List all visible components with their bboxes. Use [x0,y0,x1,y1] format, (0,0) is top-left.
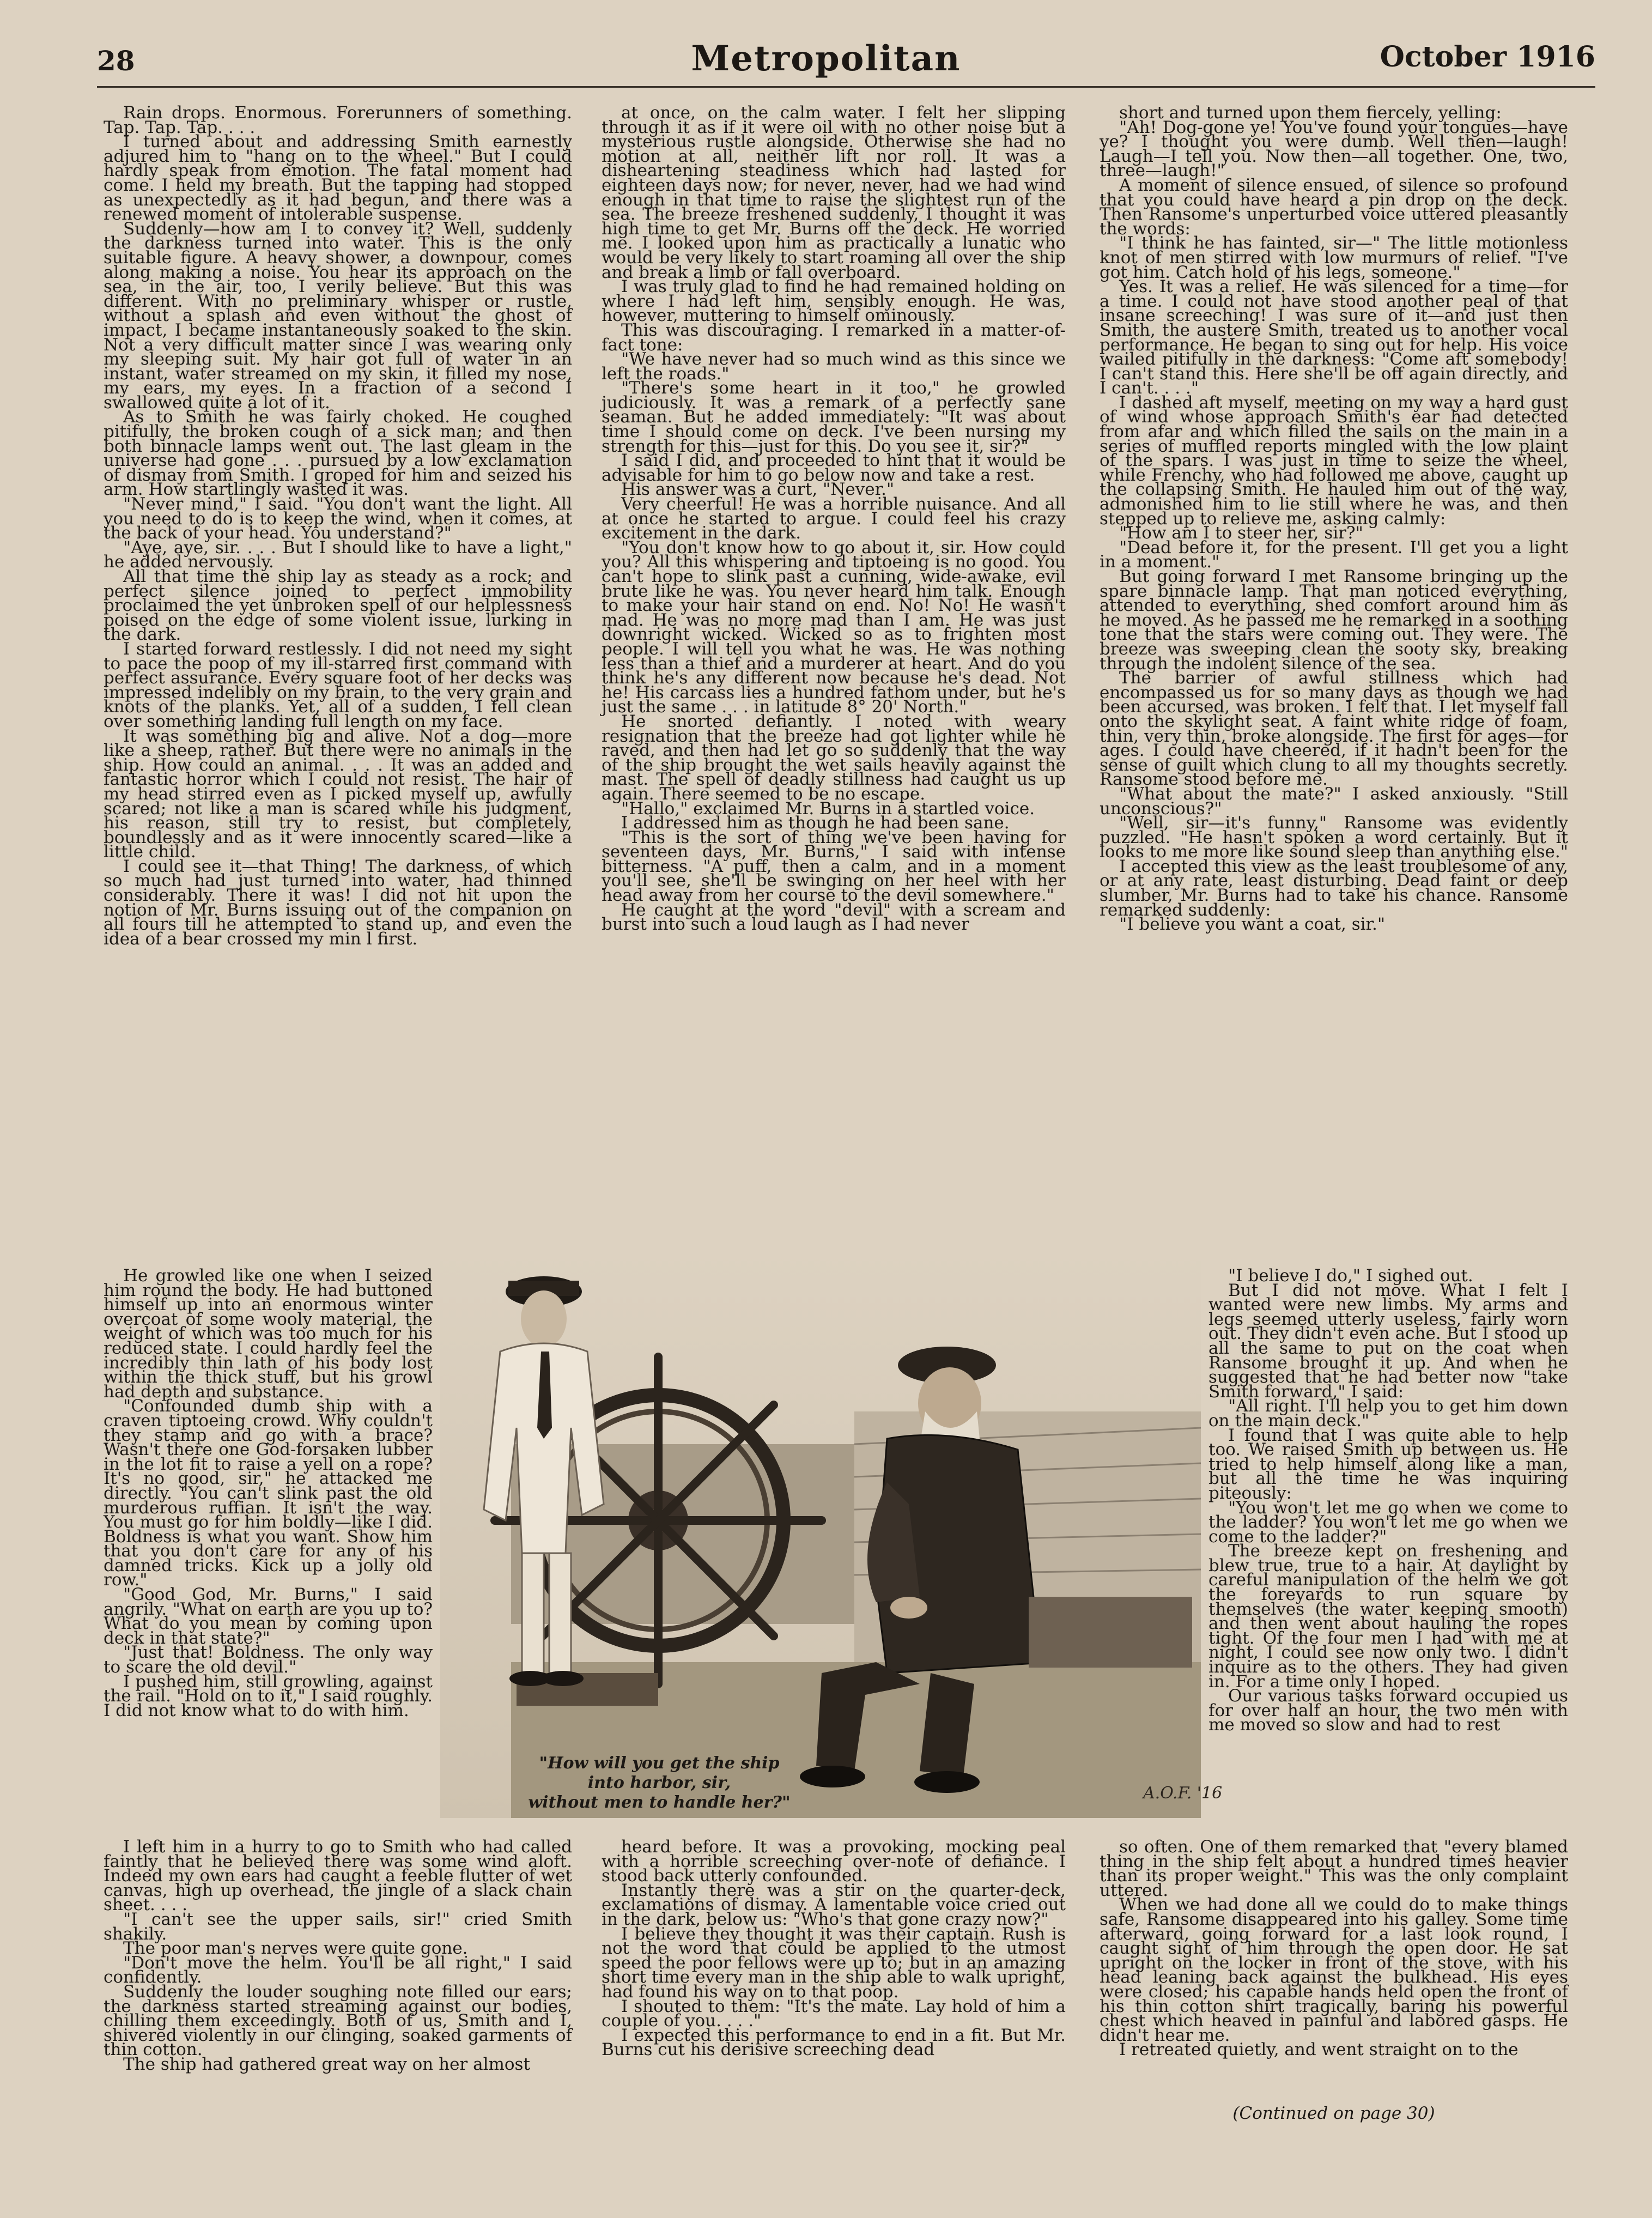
paragraph: I expected this performance to end in a fit. But Mr. Burns cut his derisive screeching dead [602,2025,1066,2060]
issue-date: October 1916 [1380,40,1595,74]
text-column-1-continued [104,1266,433,1748]
paragraph: He caught at the word "devil" with a scream and burst into such a loud laugh as I had never [602,900,1066,935]
illustration [440,1248,1223,1818]
paragraph: I started forward restlessly. I did not need my sight to pace the poop of my ill-starred first command with perfect assurance. Every square foot of her decks was impressed indelibly on my brain, to the very grain and knots of the planks. Yet, all of a sudden, I fell clean over something landing full length on my face. [104,639,572,731]
paragraph: I addressed him as though he had been sane. [621,813,1010,833]
paragraph: so often. One of them remarked that "every blamed thing in the ship felt about a hundred times heavier than its proper weight." This was the only complaint uttered. [1100,1837,1568,1900]
paragraph: The ship had gathered great way on her almost [123,2054,530,2074]
paragraph: "I can't see the upper sails, sir!" cried Smith shakily. [104,1909,572,1944]
paragraph: A moment of silence ensued, of silence so profound that you could have heard a pin drop on the deck. Then Ransome's unperturbed voice uttered pleasantly the words: [1100,175,1568,239]
paragraph: I retreated quietly, and went straight on to the [1119,2040,1519,2060]
paragraph: Instantly there was a stir on the quarter-deck, exclamations of dismay. A lamentable voice cried out in the dark, below us: "Who's that gone crazy now?" [602,1880,1066,1929]
paragraph: I accepted this view as the least troublesome of any, or at any rate, least disturbing. Dead faint or deep slumber, Mr. Burns had to take his chance. Ransome remarked suddenly: [1100,856,1568,920]
text-column-1 [104,103,572,1256]
paragraph: I was truly glad to find he had remained holding on where I had left him, sensibly enough. He was, however, muttering to himself ominously. [602,277,1066,326]
paragraph: "Well, sir—it's funny," Ransome was evidently puzzled. "He hasn't spoken a word certainly. But it looks to me more like sound sleep than anything else." [1100,813,1568,862]
paragraph: I shouted to them: "It's the mate. Lay hold of him a couple of you. . . ." [602,1996,1066,2031]
paragraph: "Just that! Boldness. The only way to scare the old devil." [104,1643,433,1677]
paragraph: "You won't let me go when we come to the ladder? You won't let me go when we come to the ladder?" [1208,1498,1568,1547]
paragraph: The poor man's nerves were quite gone. [123,1938,468,1959]
paragraph: I could see it—that Thing! The darkness, of which so much had just turned into water, had thinned considerably. There it was! I did not hit upon the notion of Mr. Burns issuing out of the companion on all fours till he attempted to stand up, and even the idea of a bear crossed my min l first. [104,856,572,949]
text-column-2 [602,103,1066,1255]
paragraph: I believe they thought it was their captain. Rush is not the word that could be applied to the utmost speed the poor fellows were up to; but in an amazing short time every man in the ship able to walk upright, had found his way on to that poop. [602,1924,1066,2002]
paragraph: "I think he has fainted, sir—" The little motionless knot of men stirred with low murmurs of relief. "I've got him. Catch hold of his legs, someone." [1100,233,1568,282]
paragraph: "How am I to steer her, sir?" [1119,523,1363,543]
text-column-3 [1100,103,1568,1256]
paragraph: This was discouraging. I remarked in a matter-of-fact tone: [602,320,1066,355]
paragraph: I left him in a hurry to go to Smith who had called faintly that he believed there was some wind aloft. Indeed my own ears had caught a feeble flutter of wet canvas, high up overhead, the jingle of a slack chain sheet. . . . [104,1837,572,1915]
paragraph: As to Smith he was fairly choked. He coughed pitifully, the broken cough of a sick man; and then both binnacle lamps went out. The last gleam in the universe had gone . . . pursued by a low exclamation of dismay from Smith. I groped for him and seized his arm. How startlingly wasted it was. [104,407,572,500]
paragraph: When we had done all we could do to make things safe, Ransome disappeared into his galley. Some time afterward, going forward for a last look round, I caught sight of him through the open door. He sat upright on the locker in front of the stove, with his head leaning back against the bulkhead. His eyes were closed; his capable hands held open the front of his thin cotton shirt tragically, baring his powerful chest which heaved in painful and labored gasps. He didn't hear me. [1100,1895,1568,2045]
paragraph: "Never mind," I said. "You don't want the light. All you need to do is to keep the wind, when it comes, at the back of your head. You understand?" [104,494,572,543]
caption-line: into harbor, sir, [587,1773,731,1792]
paragraph: heard before. It was a provoking, mocking peal with a horrible screeching over-note of defiance. I stood back utterly confounded. [602,1837,1066,1886]
paragraph: I found that I was quite able to help too. We raised Smith up between us. He tried to help himself along like a man, but all the time he was inquiring piteously: [1208,1425,1568,1503]
artist-signature: A.O.F. '16 [1143,1784,1223,1803]
paragraph: Suddenly—how am I to convey it? Well, suddenly the darkness turned into water. This is the only suitable figure. A heavy shower, a downpour, comes along making a noise. You hear its approach on the sea, in the air, too, I verily believe. But this was different. With no preliminary whisper or rustle, without a splash and even without the ghost of impact, I became instantaneously soaked to the skin. Not a very difficult matter since I was wearing only my sleeping suit. My hair got full of water in an instant, water streamed on my skin, it filled my nose, my ears, my eyes. In a fraction of a second I swallowed quite a lot of it. [104,219,572,413]
paragraph: Very cheerful! He was a horrible nuisance. And all at once he started to argue. I could feel his crazy excitement in the dark. [602,494,1066,543]
illustration-caption [512,1754,806,1813]
deck-bench [1029,1597,1192,1668]
text-column-1-lower [104,1837,572,2112]
paragraph: "We have never had so much wind as this since we left the roads." [602,349,1066,384]
paragraph: His answer was a curt, "Never." [621,480,895,500]
text-column-2-lower [602,1837,1066,2112]
paragraph: It was something big and alive. Not a dog—more like a sheep, rather. But there were no animals in the ship. How could an animal. . . . It was an added and fantastic horror which I could not resist. The hair of my head stirred even as I picked myself up, awfully scared; not like a man is scared while his judgment, his reason, still try to resist, but completely, boundlessly and as it were innocently scared—like a little child. [104,726,572,862]
paragraph: "I believe I do," I sighed out. [1228,1266,1473,1286]
paragraph: "Confounded dumb ship with a craven tiptoeing crowd. Why couldn't they stamp and go with a brace? Wasn't there one God-forsaken lubber in the lot fit to raise a yell on a rope? It's no good, sir," he attacked me directly. "You can't slink past the old murderous ruffian. It isn't the way. You must go for him boldly—like I did. Boldness is what you want. Show him that you don't care for any of his damned tricks. Kick up a jolly old row." [104,1396,433,1590]
paragraph: "Ah! Dog-gone ye! You've found your tongues—have ye? I thought you were dumb. Well then—laugh! Laugh—I tell you. Now then—all together. One, two, three—laugh!" [1100,117,1568,181]
page-number: 28 [97,45,135,77]
caption-line: without men to handle her?" [528,1793,791,1812]
paragraph: "Good God, Mr. Burns," I said angrily. "What on earth are you up to? What do you mean by coming upon deck in that state?" [104,1585,433,1648]
paragraph: I pushed him, still growling, against the rail. "Hold on to it," I said roughly. I did not know what to do with him. [104,1671,433,1720]
paragraph: He snorted defiantly. I noted with weary resignation that the breeze had got lighter while he raved, and then had let go so suddenly that the way of the ship brought the wet sails heavily against the mast. The spell of deadly stillness had caught us up again. There seemed to be no escape. [602,711,1066,804]
paragraph: "What about the mate?" I asked anxiously. "Still unconscious?" [1100,784,1568,819]
paragraph: Yes. It was a relief. He was silenced for a time—for a time. I could not have stood another peal of that insane screeching! I was sure of it—and just then Smith, the austere Smith, treated us to another vocal performance. He began to sing out for help. His voice wailed pitifully in the darkness: "Come aft somebody! I can't stand this. Here she'll be off again directly, and I can't. . . ." [1100,277,1568,398]
paragraph: "There's some heart in it too," he growled judiciously. It was a remark of a perfectly sane seaman. But he added immediately: "It was about time I should come on deck. I've been nursing my strength for this—just for this. Do you see it, sir?" [602,378,1066,456]
paragraph: I said I did, and proceeded to hint that it would be advisable for him to go below now and take a rest. [602,451,1066,485]
paragraph: "Dead before it, for the present. I'll get you a light in a moment." [1100,537,1568,572]
paragraph: The barrier of awful stillness which had encompassed us for so many days as though we had been accursed, was broken. I felt that. I let myself fall onto the skylight seat. A faint white ridge of foam, thin, very thin, broke alongside. The first for ages—for ages. I could have cheered, if it hadn't been for the sense of guilt which clung to all my thoughts secretly. Ransome stood before me. [1100,668,1568,790]
paragraph: "Aye, aye, sir. . . . But I should like to have a light," he added nervously. [104,537,572,572]
paragraph: "I believe you want a coat, sir." [1119,914,1386,935]
paragraph: I dashed aft myself, meeting on my way a hard gust of wind whose approach Smith's ear had detected from afar and which filled the sails on the main in a series of muffled reports mingled with the low plaint of the spars. I was just in time to seize the wheel, while Frenchy, who had followed me above, caught up the collapsing Smith. He hauled him out of the way, admonished him to lie still where he was, and then stepped up to relieve me, asking calmly: [1100,392,1568,529]
paragraph: short and turned upon them fiercely, yelling: [1119,103,1502,123]
paragraph: at once, on the calm water. I felt her slipping through it as if it were oil with no other noise but a mysterious rustle alongside. Otherwise she had no motion at all, neither lift nor roll. It was a disheartening steadiness which had lasted for eighteen days now; for never, never, had we had wind enough in that time to raise the slightest run of the sea. The breeze freshened suddenly, I thought it was high time to get Mr. Burns off the deck. He worried me. I looked upon him as practically a lunatic who would be very likely to start roaming all over the ship and break a limb or fall overboard. [602,103,1066,282]
header-rule [97,86,1595,88]
paragraph: "All right. I'll help you to get him down on the main deck." [1208,1396,1568,1431]
caption-line: "How will you get the ship [539,1754,780,1773]
masthead: Metropolitan [691,38,961,79]
paragraph: But I did not move. What I felt I wanted were new limbs. My arms and legs seemed utterly useless, fairly worn out. They didn't even ache. But I stood up all the same to put on the coat when Ransome brought it up. And when he suggested that he had better now "take Smith forward," I said: [1208,1280,1568,1402]
page-header [0,0,1652,104]
paragraph: He growled like one when I seized him round the body. He had buttoned himself up into an enormous winter overcoat of some wooly material, the weight of which was too much for his reduced state. I could hardly feel the incredibly thin lath of his body lost within the thick stuff, but his growl had depth and substance. [104,1266,433,1402]
text-column-3-lower [1100,1837,1568,2090]
paragraph: "You don't know how to go about it, sir. How could you? All this whispering and tiptoeing is no good. You can't hope to slink past a cunning, wide-awake, evil brute like he was. You never heard him talk. Enough to make your hair stand on end. No! No! He wasn't mad. He was no more mad than I am. He was just downright wicked. Wicked so as to frighten most people. I will tell you what he was. He was nothing less than a thief and a murderer at heart. And do you think he's any different now because he's dead. Not he! His carcass lies a hundred fathom under, but he's just the same . . . in latitude 8° 20' North." [602,537,1066,717]
continued-notice: (Continued on page 30) [1232,2104,1435,2123]
paragraph: "Hallo," exclaimed Mr. Burns in a startled voice. [621,798,1035,819]
paragraph: Suddenly the louder soughing note filled our ears; the darkness started streaming against our bodies, chilling them exceedingly. Both of us, Smith and I, shivered violently in our clinging, soaked garments of thin cotton. [104,1981,572,2060]
paragraph: I turned about and addressing Smith earnestly adjured him to "hang on to the wheel." But I could hardly speak from emotion. The fatal moment had come. I held my breath. But the tapping had stopped as unexpectedly as it had begun, and there was a renewed moment of intolerable suspense. [104,132,572,225]
paragraph: The breeze kept on freshening and blew true, true to a hair. At daylight by careful manipulation of the helm we got the foreyards to run square by themselves (the water keeping smooth) and then went about hauling the ropes tight. Of the four men I had with me at night, I could see now only two. I didn't inquire as to the others. They had given in. For a time only I hoped. [1208,1541,1568,1692]
paragraph: All that time the ship lay as steady as a rock; and perfect silence joined to perfect immobility proclaimed the yet unbroken spell of our helplessness poised on the edge of some violent issue, lurking in the dark. [104,567,572,645]
text-column-3-continued [1208,1266,1568,1835]
paragraph: Our various tasks forward occupied us for over half an hour, the two men with me moved so slow and had to rest [1208,1686,1568,1735]
paragraph: But going forward I met Ransome bringing up the spare binnacle lamp. That man noticed everything, attended to everything, shed comfort around him as he moved. As he passed me he remarked in a soothing tone that the stars were coming out. They were. The breeze was sweeping clean the sooty sky, breaking through the indolent silence of the sea. [1100,567,1568,674]
paragraph: "Don't move the helm. You'll be all right," I said confidently. [104,1953,572,1987]
paragraph: Rain drops. Enormous. Forerunners of something. Tap. Tap. Tap. . . . [104,103,572,137]
paragraph: "This is the sort of thing we've been having for seventeen days, Mr. Burns," I said with intense bitterness. "A puff, then a calm, and in a moment you'll see, she'll be swinging on her heel with her head away from her course to the devil somewhere." [602,827,1066,906]
